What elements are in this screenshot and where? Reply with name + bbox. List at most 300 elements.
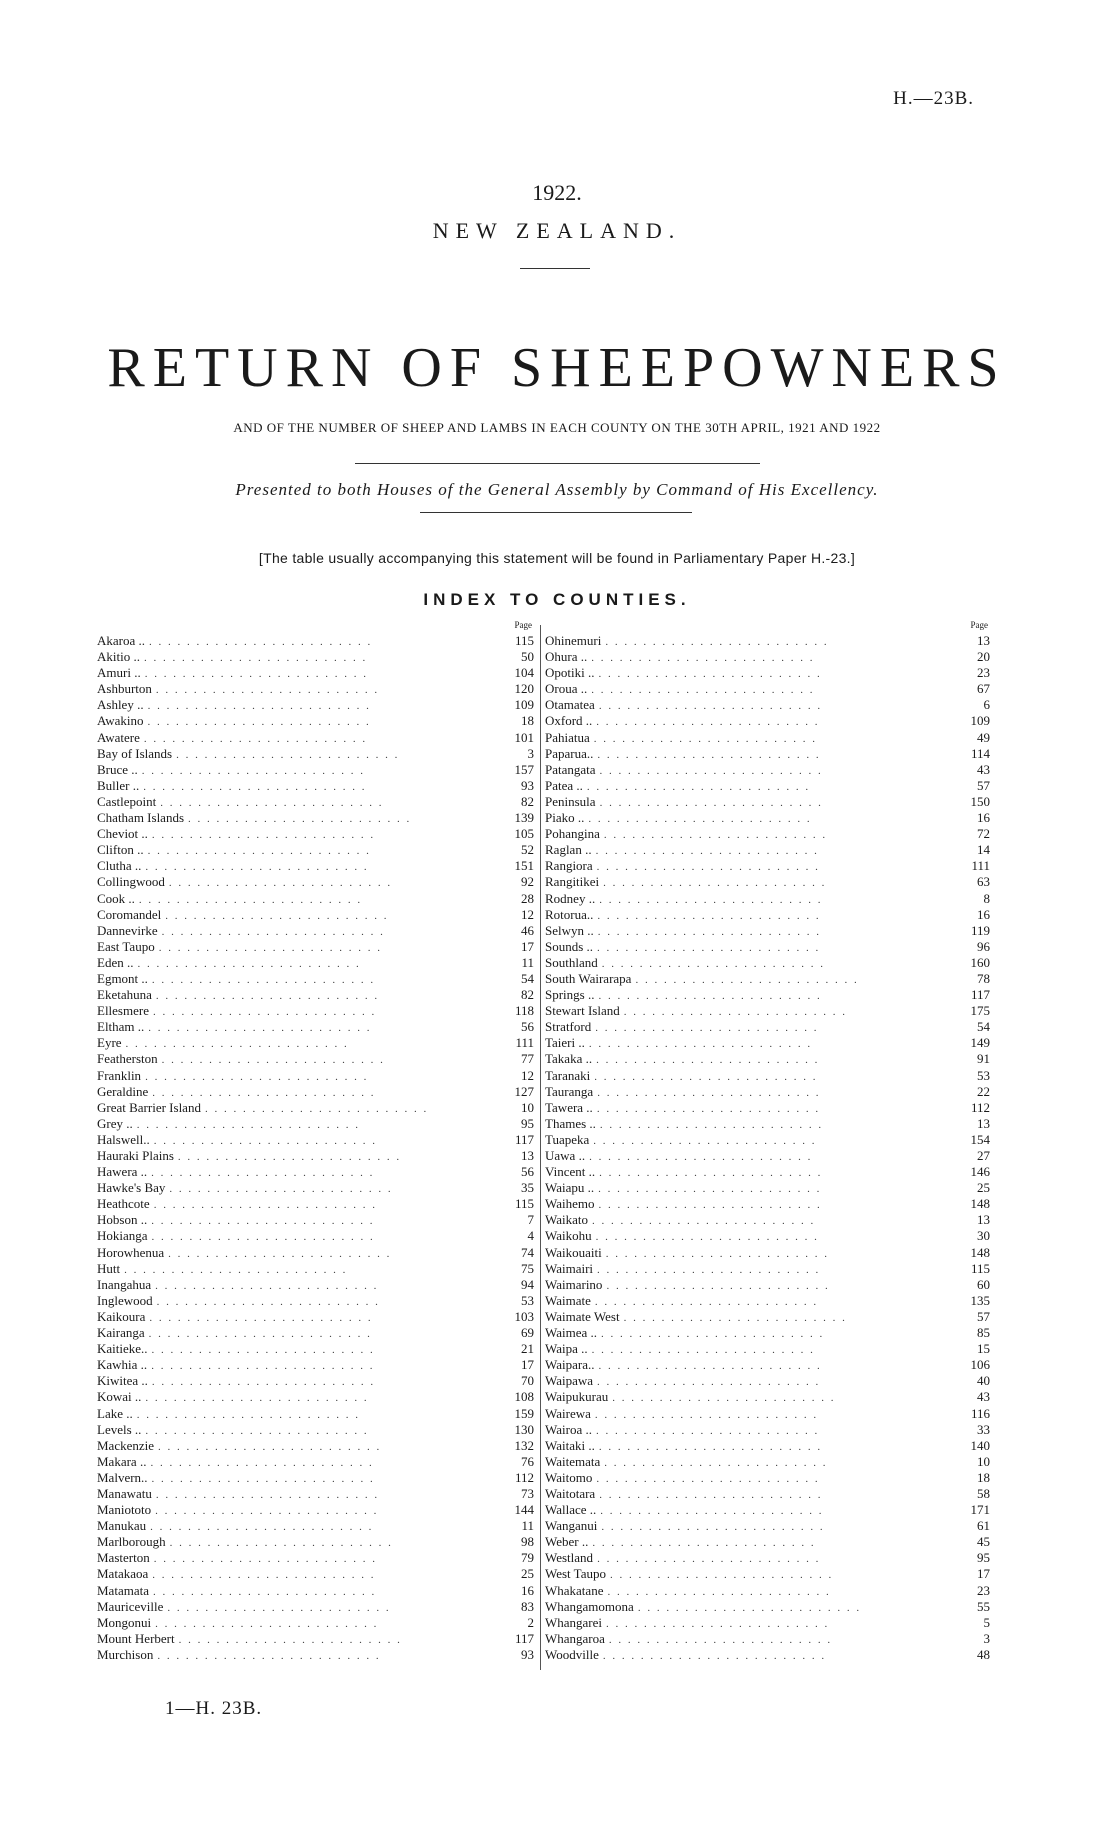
- index-entry: [545, 1100, 990, 1116]
- dot-leader: [585, 1036, 964, 1052]
- dot-leader: [587, 650, 964, 666]
- page-number: 144: [514, 1502, 534, 1518]
- county-name: Ashburton: [97, 681, 152, 697]
- page-number: 108: [514, 1389, 534, 1405]
- county-name: Geraldine: [97, 1083, 149, 1099]
- county-name: Hobson ..: [97, 1212, 148, 1228]
- county-name: Chatham Islands: [97, 810, 185, 826]
- county-name: Halswell..: [97, 1131, 150, 1147]
- county-name: Kairanga: [97, 1325, 145, 1341]
- dot-leader: [145, 1310, 508, 1326]
- page-number: 135: [970, 1292, 990, 1308]
- dot-leader: [148, 1567, 508, 1583]
- dot-leader: [141, 666, 508, 682]
- dot-leader: [584, 811, 964, 827]
- index-entry: [97, 1438, 534, 1454]
- dot-leader: [594, 1181, 964, 1197]
- page-column-header: Page: [970, 620, 988, 630]
- page-number: 58: [977, 1485, 990, 1501]
- page-number: 43: [977, 761, 990, 777]
- index-entry: [545, 1599, 990, 1615]
- county-name: Waitotara: [545, 1485, 596, 1501]
- county-name: Manukau: [97, 1518, 147, 1534]
- page-number: 139: [514, 810, 534, 826]
- page-number: 40: [977, 1373, 990, 1389]
- index-entry: [545, 1615, 990, 1631]
- dot-leader: [122, 1036, 508, 1052]
- index-entry: [545, 1019, 990, 1035]
- page-number: 140: [970, 1437, 990, 1453]
- index-entry: [545, 858, 990, 874]
- dot-leader: [148, 1374, 508, 1390]
- county-name: Waitemata: [545, 1453, 601, 1469]
- index-entry: [545, 649, 990, 665]
- county-name: Opotiki ..: [545, 665, 595, 681]
- page-number: 52: [521, 842, 534, 858]
- page-number: 11: [521, 954, 534, 970]
- dot-leader: [145, 634, 508, 650]
- page-number: 69: [521, 1325, 534, 1341]
- page-number: 61: [977, 1518, 990, 1534]
- index-entry: [97, 1566, 534, 1582]
- dot-leader: [148, 827, 508, 843]
- dot-leader: [141, 1423, 508, 1439]
- dot-leader: [588, 1342, 964, 1358]
- dot-leader: [155, 940, 508, 956]
- dot-leader: [140, 731, 508, 747]
- index-entry: [545, 1534, 990, 1550]
- index-entry: [545, 907, 990, 923]
- page-number: 13: [977, 1115, 990, 1131]
- index-entry: [97, 649, 534, 665]
- page-number: 20: [977, 649, 990, 665]
- dot-leader: [151, 1503, 508, 1519]
- index-entry: [545, 1261, 990, 1277]
- county-name: Waipukurau: [545, 1389, 609, 1405]
- county-name: Mauriceville: [97, 1598, 164, 1614]
- page-number: 96: [977, 938, 990, 954]
- index-entry: [545, 1357, 990, 1373]
- county-name: Waitaki ..: [545, 1437, 595, 1453]
- county-name: Eltham ..: [97, 1019, 145, 1035]
- index-entry: [97, 939, 534, 955]
- county-name: Waipa ..: [545, 1341, 588, 1357]
- dot-leader: [150, 1133, 508, 1149]
- county-name: Maniototo: [97, 1502, 152, 1518]
- dot-leader: [601, 634, 964, 650]
- index-entry: [97, 778, 534, 794]
- index-entry: [97, 1583, 534, 1599]
- dot-leader: [593, 940, 964, 956]
- dot-leader: [592, 1229, 964, 1245]
- page-number: 151: [514, 858, 534, 874]
- dot-leader: [620, 1310, 964, 1326]
- dot-leader: [147, 1213, 508, 1229]
- county-name: Waikouaiti: [545, 1244, 602, 1260]
- county-name: Uawa ..: [545, 1148, 586, 1163]
- index-entry: [545, 1647, 990, 1663]
- county-name: Hokianga: [97, 1228, 148, 1244]
- index-column-left: [97, 620, 534, 1663]
- dot-leader: [156, 795, 508, 811]
- page-number: 75: [521, 1260, 534, 1276]
- page-number: 56: [521, 1164, 534, 1180]
- index-entry: [545, 1003, 990, 1019]
- document-reference: H.—23B.: [893, 88, 974, 109]
- document-subtitle: AND OF THE NUMBER OF SHEEP AND LAMBS IN EACH COUNTY ON THE 30TH APRIL, 1921 AND 1922: [233, 420, 881, 435]
- index-entry: [97, 1615, 534, 1631]
- dot-leader: [166, 1535, 508, 1551]
- index-entry: [545, 1084, 990, 1100]
- page-number: 82: [521, 793, 534, 809]
- county-name: Sounds ..: [545, 938, 594, 954]
- index-entry: [545, 1132, 990, 1148]
- dot-leader: [597, 1326, 964, 1342]
- index-entry: [545, 955, 990, 971]
- county-name: Wallace ..: [545, 1502, 597, 1518]
- dot-leader: [594, 1358, 964, 1374]
- county-name: Springs ..: [545, 987, 595, 1003]
- page-number: 154: [970, 1131, 990, 1147]
- dot-leader: [608, 1390, 964, 1406]
- page-number: 17: [521, 1357, 534, 1373]
- county-name: Malvern..: [97, 1469, 148, 1485]
- county-name: Mount Herbert: [97, 1630, 175, 1646]
- county-name: Rangiora: [545, 858, 593, 874]
- index-entry: [97, 1373, 534, 1389]
- page-number: 115: [970, 1260, 990, 1276]
- county-name: Whangarei: [545, 1614, 603, 1630]
- index-entry: [97, 1116, 534, 1132]
- county-name: Oxford ..: [545, 713, 593, 729]
- page-number: 130: [514, 1421, 534, 1437]
- index-title: INDEX TO COUNTIES.: [423, 590, 691, 609]
- dot-leader: [605, 1632, 964, 1648]
- index-entry: [97, 1051, 534, 1067]
- index-entry: [97, 1550, 534, 1566]
- index-entry: [97, 1309, 534, 1325]
- dot-leader: [145, 1326, 508, 1342]
- page-number: 54: [521, 970, 534, 986]
- county-name: Kawhia ..: [97, 1357, 148, 1373]
- index-entry: [97, 681, 534, 697]
- dot-leader: [141, 859, 508, 875]
- dot-leader: [593, 859, 964, 875]
- index-entry: [97, 971, 534, 987]
- index-entry: [97, 923, 534, 939]
- dot-leader: [596, 795, 964, 811]
- dot-leader: [595, 698, 964, 714]
- index-entry: [545, 1502, 990, 1518]
- dot-leader: [595, 1165, 964, 1181]
- county-name: Eketahuna: [97, 987, 152, 1003]
- page-number: 103: [514, 1308, 534, 1324]
- county-name: Inglewood: [97, 1292, 153, 1308]
- page-number: 57: [977, 777, 990, 793]
- index-entry: [97, 1003, 534, 1019]
- county-name: Waimate West: [545, 1308, 620, 1324]
- dot-leader: [147, 1358, 508, 1374]
- index-entry: [97, 810, 534, 826]
- page-number: 4: [527, 1228, 534, 1244]
- dot-leader: [152, 682, 508, 698]
- document-title: RETURN OF SHEEPOWNERS: [107, 337, 1007, 399]
- index-entry: [97, 1164, 534, 1180]
- index-entry: [97, 826, 534, 842]
- index-entry: [97, 1245, 534, 1261]
- dot-leader: [594, 924, 964, 940]
- index-entry: [97, 987, 534, 1003]
- page-number: 50: [521, 649, 534, 665]
- county-name: Lake ..: [97, 1405, 133, 1421]
- county-name: Levels ..: [97, 1421, 142, 1437]
- county-name: Wairewa: [545, 1405, 591, 1421]
- dot-leader: [600, 827, 964, 843]
- dot-leader: [161, 908, 508, 924]
- page-number: 23: [977, 1582, 990, 1598]
- index-entry: [545, 730, 990, 746]
- page-number: 53: [977, 1067, 990, 1083]
- page-number: 18: [521, 713, 534, 729]
- page-number: 10: [977, 1453, 990, 1469]
- dot-leader: [631, 972, 964, 988]
- page-number: 95: [521, 1115, 534, 1131]
- page-number: 60: [977, 1276, 990, 1292]
- page-number: 12: [521, 906, 534, 922]
- dot-leader: [596, 1503, 964, 1519]
- index-entry: [545, 697, 990, 713]
- page-number: 10: [521, 1099, 534, 1115]
- page-number: 119: [970, 922, 990, 938]
- county-name: Pohangina: [545, 826, 600, 842]
- index-entry: [97, 1325, 534, 1341]
- index-entry: [545, 987, 990, 1003]
- county-name: West Taupo: [545, 1566, 606, 1582]
- page-number: 11: [521, 1518, 534, 1534]
- dot-leader: [590, 731, 964, 747]
- county-name: Hawera ..: [97, 1164, 148, 1180]
- page-number: 16: [977, 810, 990, 826]
- county-name: Waiapu ..: [545, 1180, 595, 1196]
- page-number: 5: [983, 1614, 990, 1630]
- county-name: Whangamomona: [545, 1598, 634, 1614]
- county-name: Kaitieke..: [97, 1341, 148, 1357]
- county-name: Thames ..: [545, 1115, 596, 1131]
- county-name: Ashley ..: [97, 697, 144, 713]
- page-number: 111: [971, 858, 990, 874]
- index-entry: [97, 1631, 534, 1647]
- page-number: 22: [977, 1083, 990, 1099]
- page-number: 101: [514, 729, 534, 745]
- dot-leader: [141, 1069, 508, 1085]
- dot-leader: [595, 1487, 964, 1503]
- dot-leader: [148, 972, 508, 988]
- page-number: 18: [977, 1469, 990, 1485]
- county-name: Castlepoint: [97, 793, 157, 809]
- dot-leader: [598, 956, 964, 972]
- dot-leader: [120, 1262, 508, 1278]
- page-number: 146: [970, 1164, 990, 1180]
- dot-leader: [583, 779, 964, 795]
- page-number: 111: [515, 1035, 534, 1051]
- index-entry: [97, 1454, 534, 1470]
- county-name: Cook ..: [97, 890, 135, 906]
- index-entry: [97, 1132, 534, 1148]
- page-number: 53: [521, 1292, 534, 1308]
- page-number: 23: [977, 665, 990, 681]
- county-name: Waikato: [545, 1212, 588, 1228]
- dot-leader: [595, 1439, 964, 1455]
- index-entry: [97, 1486, 534, 1502]
- page-number: 112: [514, 1469, 534, 1485]
- page-number: 117: [970, 987, 990, 1003]
- county-name: Ohura ..: [545, 649, 588, 665]
- page-number: 115: [514, 1196, 534, 1212]
- dot-leader: [153, 1294, 508, 1310]
- index-entry: [545, 713, 990, 729]
- page-number: 109: [514, 697, 534, 713]
- presented-line: Presented to both Houses of the General Assembly by Command of His Excellency.: [235, 480, 879, 499]
- index-entry: [97, 1341, 534, 1357]
- county-name: South Wairarapa: [545, 970, 632, 986]
- county-name: Grey ..: [97, 1115, 133, 1131]
- county-name: Buller ..: [97, 777, 140, 793]
- dot-leader: [140, 650, 508, 666]
- dot-leader: [148, 1342, 508, 1358]
- dot-leader: [602, 1246, 964, 1262]
- county-name: Kiwitea ..: [97, 1373, 148, 1389]
- county-name: Waipara..: [545, 1357, 595, 1373]
- index-entry: [97, 665, 534, 681]
- county-name: Stewart Island: [545, 1003, 620, 1019]
- page-number: 98: [521, 1534, 534, 1550]
- page-number: 117: [514, 1630, 534, 1646]
- county-name: Southland: [545, 954, 598, 970]
- dot-leader: [133, 1407, 508, 1423]
- index-entry: [97, 633, 534, 649]
- county-name: Takaka ..: [545, 1051, 593, 1067]
- dot-leader: [152, 1487, 508, 1503]
- county-name: Masterton: [97, 1550, 150, 1566]
- dot-leader: [588, 1535, 964, 1551]
- page-number: 78: [977, 970, 990, 986]
- dot-leader: [150, 1551, 508, 1567]
- index-entry: [97, 1470, 534, 1486]
- county-name: Vincent ..: [545, 1164, 596, 1180]
- page-number: 25: [977, 1180, 990, 1196]
- dot-leader: [592, 1052, 964, 1068]
- index-entry: [545, 971, 990, 987]
- dot-leader: [165, 875, 508, 891]
- page-number: 148: [970, 1196, 990, 1212]
- dot-leader: [602, 1616, 964, 1632]
- index-entry: [97, 1261, 534, 1277]
- county-name: Makara ..: [97, 1453, 147, 1469]
- index-entry: [545, 1164, 990, 1180]
- county-name: Stratford: [545, 1019, 592, 1035]
- page-number: 76: [521, 1453, 534, 1469]
- dot-leader: [603, 1584, 964, 1600]
- page-number: 91: [977, 1051, 990, 1067]
- county-name: Waimarino: [545, 1276, 603, 1292]
- page-number: 149: [970, 1035, 990, 1051]
- dot-leader: [184, 811, 508, 827]
- dot-leader: [593, 1551, 964, 1567]
- page-number: 114: [970, 745, 990, 761]
- county-name: Taieri ..: [545, 1035, 585, 1051]
- page-number: 13: [521, 1148, 534, 1163]
- page-number: 57: [977, 1308, 990, 1324]
- county-name: Patea ..: [545, 777, 583, 793]
- page-number: 85: [977, 1325, 990, 1341]
- county-name: Kowai ..: [97, 1389, 142, 1405]
- index-entry: [97, 1357, 534, 1373]
- index-entry: [545, 1116, 990, 1132]
- dot-leader: [593, 747, 964, 763]
- county-name: Otamatea: [545, 697, 595, 713]
- county-name: Cheviot ..: [97, 826, 148, 842]
- county-name: Bay of Islands: [97, 745, 173, 761]
- page-number: 25: [521, 1566, 534, 1582]
- page-number: 33: [977, 1421, 990, 1437]
- county-name: Piako ..: [545, 810, 585, 826]
- page-number: 82: [521, 987, 534, 1003]
- page-number: 73: [521, 1485, 534, 1501]
- page-number: 35: [521, 1180, 534, 1196]
- dot-leader: [595, 892, 964, 908]
- page-number: 17: [521, 938, 534, 954]
- index-column-right: [545, 620, 990, 1663]
- index-entry: [545, 1325, 990, 1341]
- dot-leader: [165, 1181, 508, 1197]
- dot-leader: [151, 1616, 508, 1632]
- page-number: 14: [977, 842, 990, 858]
- dot-leader: [163, 1600, 508, 1616]
- index-entry: [545, 1454, 990, 1470]
- index-entry: [545, 1148, 990, 1164]
- county-name: Peninsula: [545, 793, 596, 809]
- page-number: 93: [521, 1646, 534, 1662]
- page-number: 92: [521, 874, 534, 890]
- dot-leader: [133, 1117, 508, 1133]
- dot-leader: [596, 763, 964, 779]
- page-number: 159: [514, 1405, 534, 1421]
- index-entry: [97, 1389, 534, 1405]
- county-name: Westland: [545, 1550, 594, 1566]
- index-entry: [545, 1180, 990, 1196]
- county-name: Eyre: [97, 1035, 122, 1051]
- dot-leader: [175, 1632, 508, 1648]
- index-entry: [545, 939, 990, 955]
- dot-leader: [158, 924, 508, 940]
- county-name: Coromandel: [97, 906, 162, 922]
- dot-leader: [594, 988, 964, 1004]
- dot-leader: [144, 1020, 508, 1036]
- page-number: 55: [977, 1598, 990, 1614]
- page-number: 3: [983, 1630, 990, 1646]
- divider: [520, 268, 590, 269]
- index-entry: [545, 665, 990, 681]
- page-number: 49: [977, 729, 990, 745]
- index-entry: [545, 1035, 990, 1051]
- page-number: 27: [977, 1148, 990, 1163]
- country-heading: NEW ZEALAND.: [432, 218, 682, 243]
- page-number: 6: [983, 697, 990, 713]
- dot-leader: [153, 1648, 508, 1664]
- page-number: 30: [977, 1228, 990, 1244]
- page-number: 95: [977, 1550, 990, 1566]
- dot-leader: [587, 682, 964, 698]
